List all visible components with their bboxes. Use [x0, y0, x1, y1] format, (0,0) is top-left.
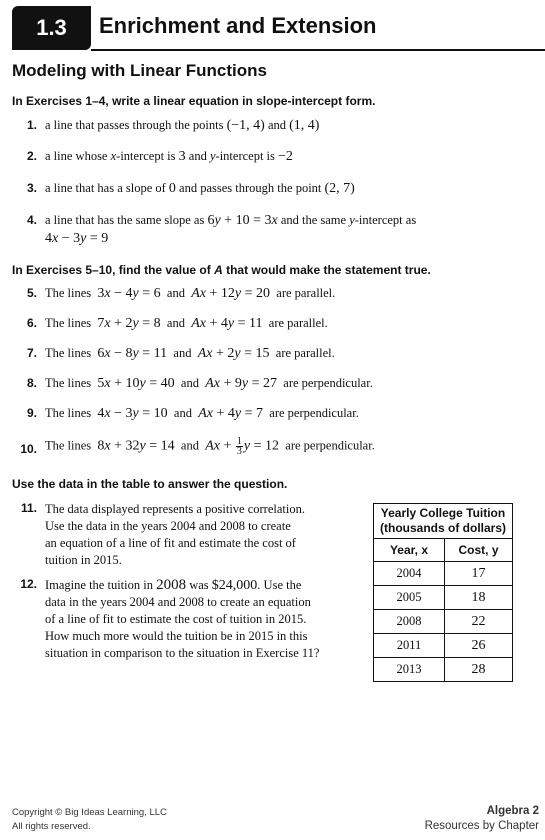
cost-cell: 17 — [445, 562, 513, 586]
table-caption: Yearly College Tuition (thousands of dollars) — [374, 504, 513, 539]
table-row — [374, 586, 513, 610]
exercise-text: The lines 7x + 2y = 8 and Ax + 4y = 11 are parallel. — [45, 316, 328, 331]
exercise-text: a line whose x-intercept is 3 and y-intercept is −2 — [45, 149, 293, 164]
year-cell: 2004 — [374, 562, 445, 586]
fraction-one-third: $\frac{1}{3}$ — [236, 436, 242, 457]
lesson-number-badge: 1.3 — [12, 6, 91, 50]
cost-cell: 22 — [445, 610, 513, 634]
table-row — [374, 658, 513, 682]
resource-title: Resources by Chapter — [424, 820, 539, 832]
instruction-exercises-1-4: In Exercises 1–4, write a linear equation in slope-intercept form. — [12, 94, 376, 108]
page-title: Enrichment and Extension — [99, 13, 377, 38]
exercise-number: 7. — [26, 346, 37, 360]
exercise-text: The lines 6x − 8y = 11 and Ax + 2y = 15 are parallel. — [45, 346, 335, 361]
exercise-text: The lines 4x − 3y = 10 and Ax + 4y = 7 are perpendicular. — [45, 406, 359, 421]
copyright-text: Copyright © Big Ideas Learning, LLC — [12, 807, 167, 818]
year-cell: 2013 — [374, 658, 445, 682]
exercise-number: 6. — [26, 316, 37, 330]
exercise-number: 11. — [20, 501, 37, 515]
exercise-number: 8. — [26, 376, 37, 390]
exercise-12-text: Imagine the tuition in 2008 was $24,000. Use the data in the years 2004 and 2008 to create an equation of a line of fit to estimate the cost of tuition in 2015. How much more would the tuition be in 2015 in this situation in comparison to the situation in Exercise 11? — [45, 577, 320, 660]
tuition-table — [373, 503, 513, 682]
exercise-number: 1. — [26, 118, 37, 132]
exercise-text: a line that has the same slope as 6y + 10 = 3x and the same y-intercept as — [45, 213, 417, 228]
cost-cell: 28 — [445, 658, 513, 682]
footer-copyright — [12, 806, 167, 834]
exercise-4-equation: 4x − 3y = 9 — [45, 231, 109, 246]
instruction-exercises-5-10: In Exercises 5–10, find the value of A that would make the statement true. — [12, 263, 431, 277]
header-divider — [91, 49, 545, 51]
year-cell: 2011 — [374, 634, 445, 658]
exercise-number: 10. — [20, 442, 37, 456]
cost-cell: 18 — [445, 586, 513, 610]
instruction-table-questions: Use the data in the table to answer the question. — [12, 477, 288, 491]
column-header-cost: Cost, y — [445, 539, 513, 562]
table-row — [374, 610, 513, 634]
exercise-11-text: The data displayed represents a positive correlation. Use the data in the years 2004 and 2008 to create an equation of a line of fit and estimate the cost of tuition in 2015. — [45, 502, 305, 567]
exercise-text: a line that has a slope of 0 and passes through the point (2, 7) — [45, 181, 355, 196]
exercise-text: a line that passes through the points (−1, 4) and (1, 4) — [45, 118, 320, 133]
exercise-number: 4. — [26, 213, 37, 227]
cost-cell: 26 — [445, 634, 513, 658]
book-title: Algebra 2 — [486, 805, 539, 817]
exercise-number: 3. — [26, 181, 37, 195]
rights-text: All rights reserved. — [12, 821, 91, 832]
section-title: Modeling with Linear Functions — [12, 61, 267, 80]
footer-book-info — [425, 804, 539, 834]
exercise-number: 5. — [26, 286, 37, 300]
exercise-text: The lines 3x − 4y = 6 and Ax + 12y = 20 are parallel. — [45, 286, 336, 301]
year-cell: 2005 — [374, 586, 445, 610]
column-header-year: Year, x — [374, 539, 445, 562]
table-row — [374, 562, 513, 586]
exercise-number: 2. — [26, 149, 37, 163]
exercise-text: The lines 5x + 10y = 40 and Ax + 9y = 27 are perpendicular. — [45, 376, 373, 391]
exercise-number: 9. — [26, 406, 37, 420]
year-cell: 2008 — [374, 610, 445, 634]
exercise-text: The lines 8x + 32y = 14 and Ax + $\frac{1}{3}$ y = 12 are perpendicular. — [45, 436, 375, 457]
exercise-number: 12. — [20, 577, 37, 591]
table-row — [374, 634, 513, 658]
